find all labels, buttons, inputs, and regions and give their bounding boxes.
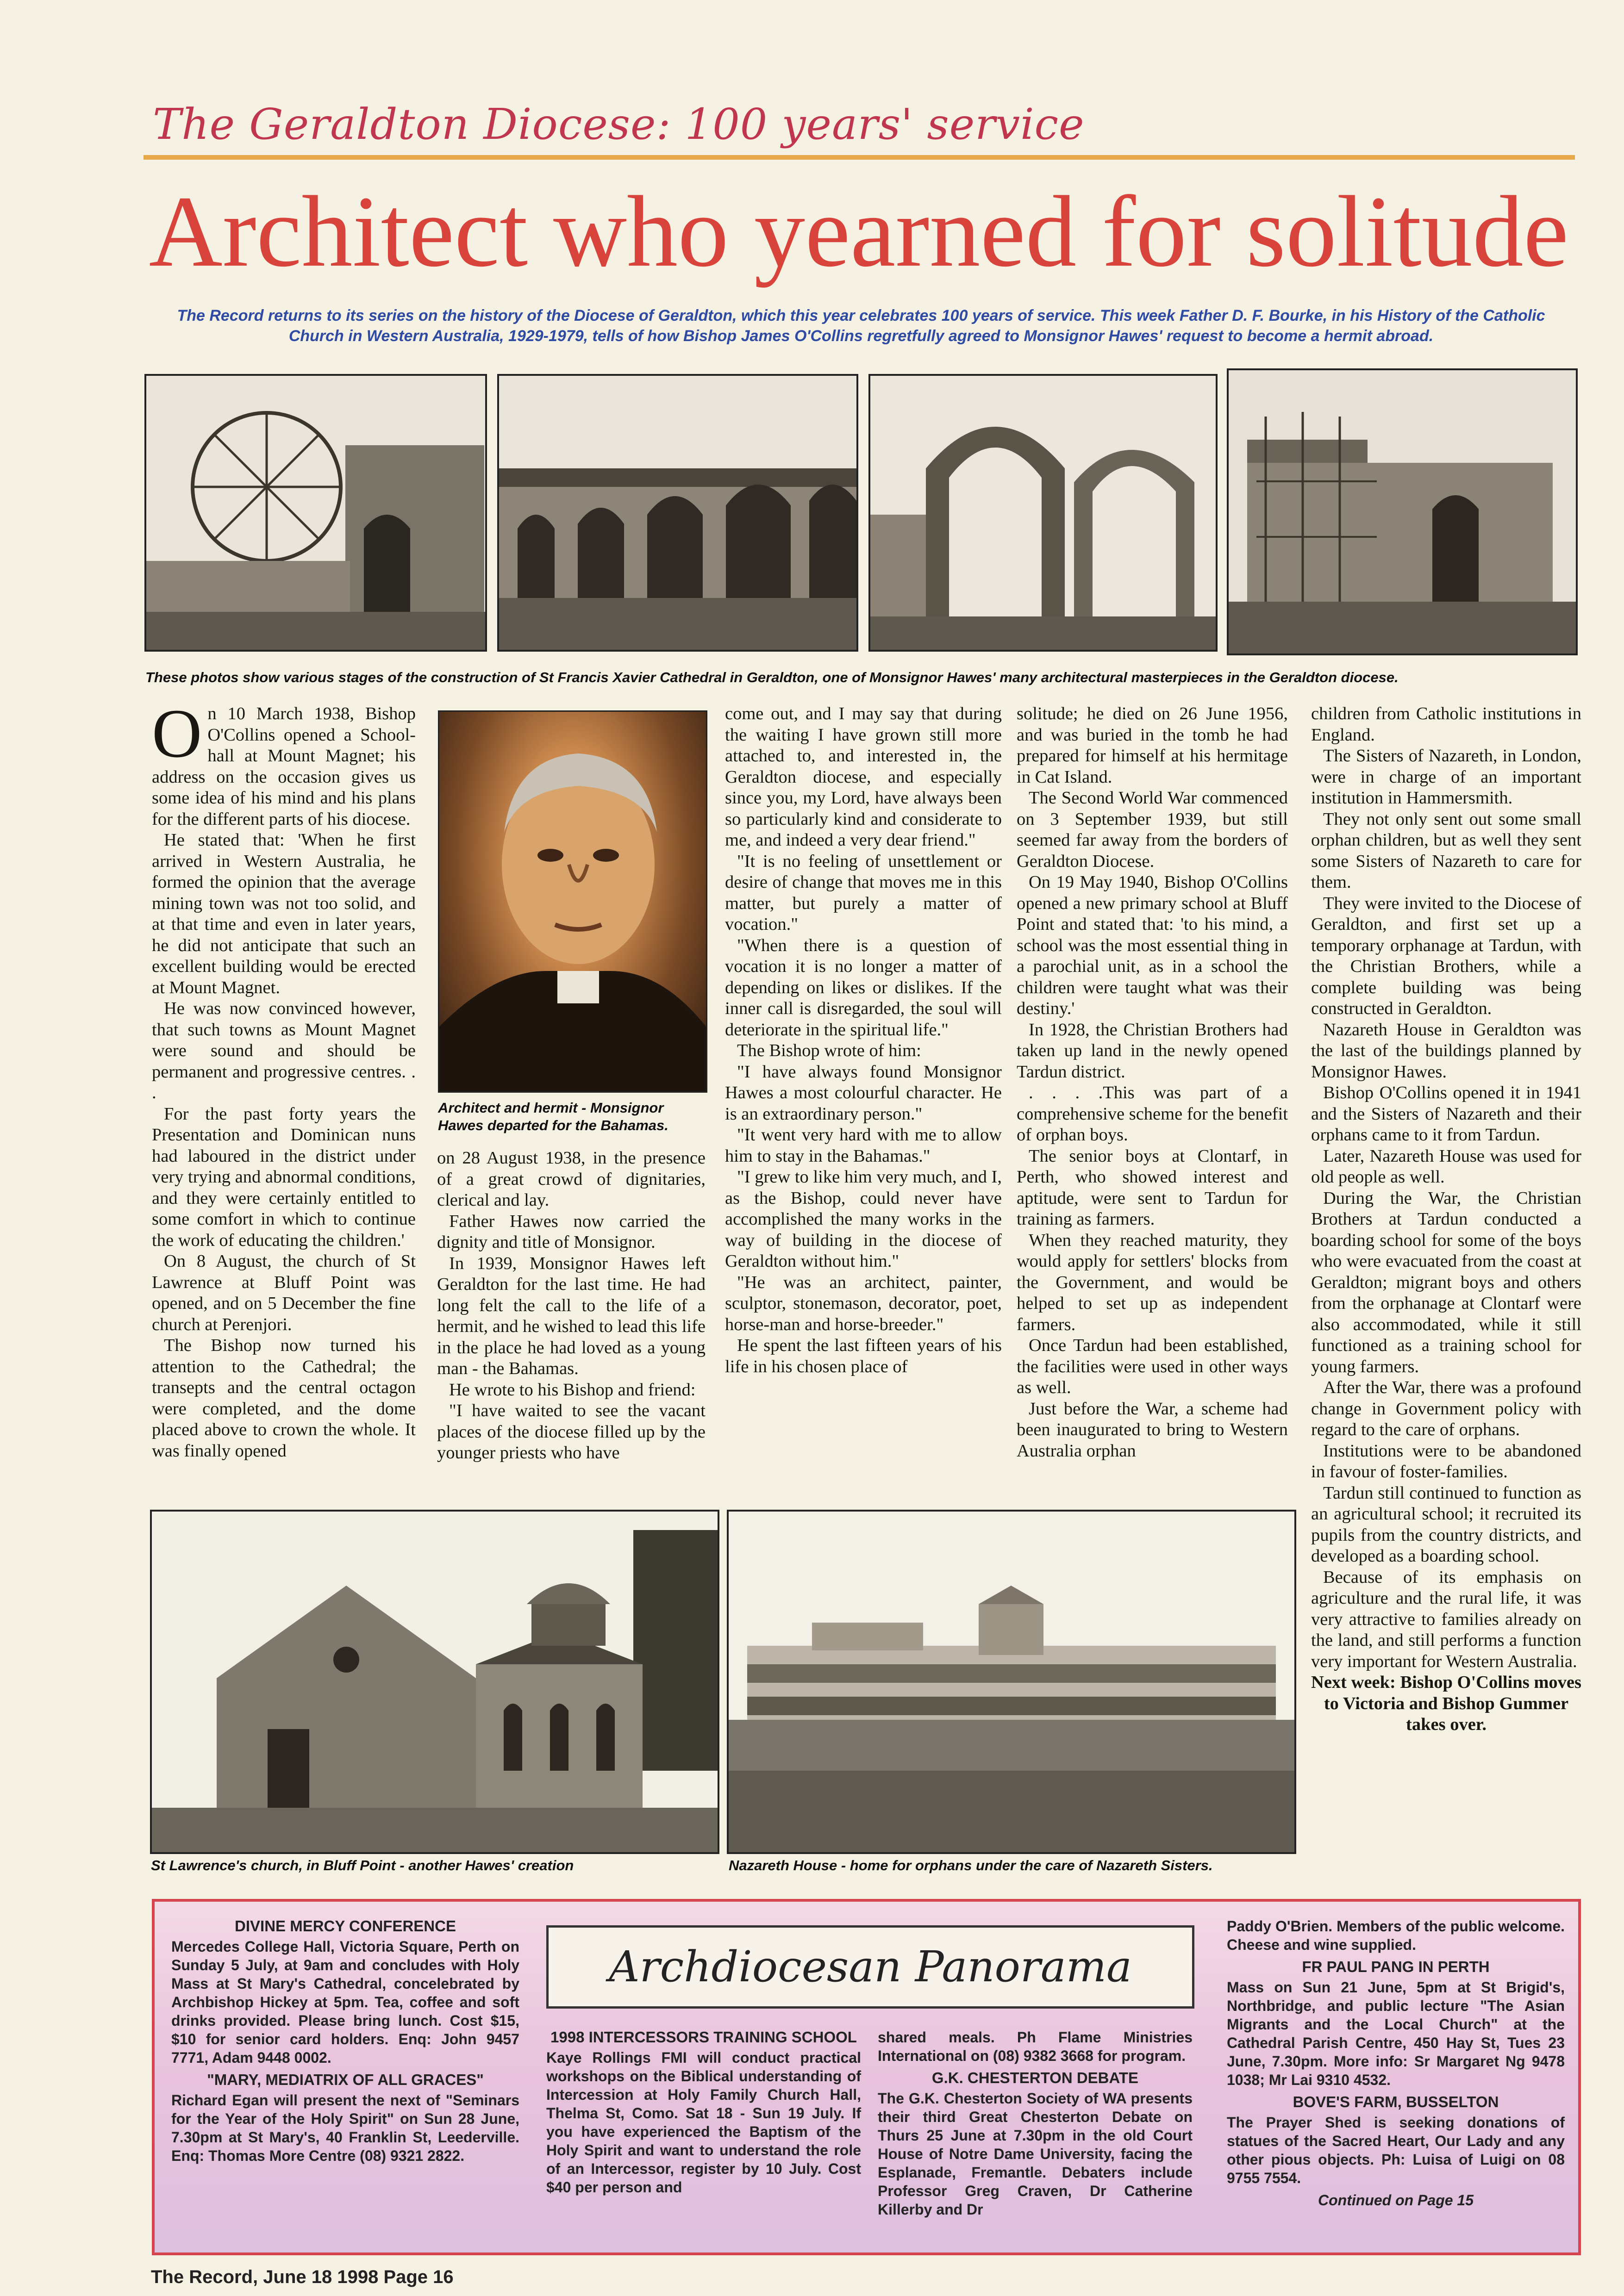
- paragraph: The senior boys at Clontarf, in Perth, who showed interest and aptitude, were sent to Tardun for training as farmers.: [1017, 1146, 1288, 1229]
- paragraph: He spent the last fifteen years of his life in his chosen place of: [725, 1336, 1002, 1376]
- ad-title: G.K. CHESTERTON DEBATE: [931, 2069, 1139, 2086]
- photos-caption: These photos show various stages of the construction of St Francis Xavier Cathedral in Geraldton, one of Monsignor Hawes' many architectural masterpieces in the Geraldton diocese.: [145, 669, 1399, 685]
- next-week-teaser: Next week: Bishop O'Collins moves to Victoria and Bishop Gummer takes over.: [1311, 1673, 1581, 1734]
- paragraph: In 1939, Monsignor Hawes left Geraldton for the last time. He had long felt the call to the life of a hermit, and he wished to lead this life in the place he had loved as a young man - the Bahamas.: [437, 1253, 706, 1378]
- paragraph: "It is no feeling of unsettlement or desire of change that moves me in this matter, but purely a matter of vocation.": [725, 851, 1002, 934]
- paragraph: On 8 August, the church of St Lawrence at Bluff Point was opened, and on 5 December the fine church at Perenjori.: [152, 1251, 416, 1334]
- article-column-3: [725, 703, 1002, 1377]
- cathedral-photo-4: [1227, 368, 1578, 655]
- paragraph: come out, and I may say that during the waiting I have grown still more attached to, and interested in, the Geraldton diocese, and especially since you, my Lord, have always been so particularly kind and considerate to me, and indeed a very dear friend.": [725, 704, 1002, 850]
- cathedral-photo-3: [868, 374, 1218, 652]
- paragraph: Nazareth House in Geraldton was the last of the buildings planned by Monsignor Hawes.: [1311, 1020, 1581, 1082]
- panorama-column-3: [878, 2028, 1193, 2222]
- ad-title: FR PAUL PANG IN PERTH: [1302, 1958, 1490, 1975]
- panorama-title: Archdiocesan Panorama: [546, 1925, 1194, 2009]
- paragraph: . . . .This was part of a comprehensive scheme for the benefit of orphan boys.: [1017, 1083, 1288, 1145]
- paragraph: On 19 May 1940, Bishop O'Collins opened a new primary school at Bluff Point and stated that: 'to his mind, a school was the most essential thing in a parochial unit, as in a school the children were taught what was their destiny.': [1017, 872, 1288, 1018]
- paragraph: In 1928, the Christian Brothers had taken up land in the newly opened Tardun district.: [1017, 1020, 1288, 1082]
- paragraph: "I grew to like him very much, and I, as the Bishop, could never have accomplished the many works in the way of building in the diocese of Geraldton without him.": [725, 1167, 1002, 1271]
- nazareth-house-photo: [727, 1510, 1296, 1854]
- paragraph: solitude; he died on 26 June 1956, and was buried in the tomb he had prepared for himself at his hermitage in Cat Island.: [1017, 704, 1288, 787]
- paragraph: children from Catholic institutions in England.: [1311, 704, 1581, 745]
- panorama-column-1: [171, 1917, 519, 2169]
- cathedral-photo-2: [497, 374, 858, 652]
- paragraph: Bishop O'Collins opened it in 1941 and the Sisters of Nazareth and their orphans came to it from Tardun.: [1311, 1083, 1581, 1145]
- paragraph: Tardun still continued to function as an agricultural school; it recruited its pupils from the country districts, and developed as a boarding school.: [1311, 1483, 1581, 1566]
- paragraph: n 10 March 1938, Bishop O'Collins opened a School-hall at Mount Magnet; his address on the occasion gives us some idea of his mind and his plans for the different parts of his diocese.: [152, 704, 416, 829]
- section-kicker: The Geraldton Diocese: 100 years' service: [153, 100, 1085, 149]
- paragraph: "He was an architect, painter, sculptor, stonemason, decorator, poet, horse-man and horse-breeder.": [725, 1272, 1002, 1334]
- page-footer: The Record, June 18 1998 Page 16: [151, 2267, 454, 2287]
- paragraph: "It went very hard with me to allow him to stay in the Bahamas.": [725, 1125, 1002, 1166]
- ad-body: Kaye Rollings FMI will conduct practical workshops on the Biblical understanding of Intercession at Holy Family Church Hall, Thelma St, Como. Sat 18 - Sun 19 July. If you have experienced the Baptism of the Holy Spirit and want to understand the role of an Intercessor, register by 10 July. Cost $40 per person and: [546, 2049, 861, 2196]
- paragraph: He wrote to his Bishop and friend:: [449, 1380, 696, 1400]
- paragraph: on 28 August 1938, in the presence of a great crowd of dignitaries, clerical and lay.: [437, 1148, 706, 1210]
- continued-note: Continued on Page 15: [1318, 2192, 1474, 2209]
- headline: Architect who yearned for solitude: [149, 175, 1569, 288]
- paragraph: The Bishop wrote of him:: [737, 1041, 921, 1060]
- paragraph: They were invited to the Diocese of Geraldton, and first set up a temporary orphanage at Tardun, with the Christian Brothers, while a complete building was being constructed in Geraldton.: [1311, 893, 1581, 1018]
- article-column-1: [152, 695, 416, 1462]
- panorama-column-2: [546, 2028, 861, 2200]
- nazareth-caption: Nazareth House - home for orphans under the care of Nazareth Sisters.: [729, 1857, 1213, 1873]
- church-caption: St Lawrence's church, in Bluff Point - another Hawes' creation: [151, 1857, 574, 1873]
- article-column-4: [1017, 703, 1288, 1462]
- paragraph: For the past forty years the Presentation and Dominican nuns had laboured in the district under very trying and abnormal conditions, and they were certainly entitled to some comfort in which to continue the work of educating the children.': [152, 1104, 416, 1250]
- ad-body: shared meals. Ph Flame Ministries International on (08) 9382 3668 for program.: [878, 2029, 1193, 2064]
- paragraph: Once Tardun had been established, the facilities were used in other ways as well.: [1017, 1336, 1288, 1397]
- paragraph: He stated that: 'When he first arrived in Western Australia, he formed the opinion that the average mining town was not too solid, and at that time and even in later years, he did not anticipate that such an excellent building would be erected at Mount Magnet.: [152, 830, 416, 997]
- paragraph: He was now convinced however, that such towns as Mount Magnet were sound and should be permanent and progressive centres. . .: [152, 999, 416, 1102]
- paragraph: They not only sent out some small orphan children, but as well they sent some Sisters of Nazareth to care for them.: [1311, 809, 1581, 892]
- paragraph: After the War, there was a profound change in Government policy with regard to the care of orphans.: [1311, 1378, 1581, 1439]
- paragraph: "I have always found Monsignor Hawes a most colourful character. He is an extraordinary person.": [725, 1062, 1002, 1124]
- paragraph: Later, Nazareth House was used for old people as well.: [1311, 1146, 1581, 1187]
- ad-title: "MARY, MEDIATRIX OF ALL GRACES": [207, 2071, 484, 2088]
- ad-body: Mercedes College Hall, Victoria Square, Perth on Sunday 5 July, at 9am and concludes with Holy Mass at St Mary's Cathedral, concelebrated by Archbishop Hickey at 5pm. Tea, coffee and soft drinks provided. Please bring lunch. Cost $15, $10 for senior card holders. Enq: John 9457 7771, Adam 9448 0002.: [171, 1938, 519, 2066]
- standfirst: The Record returns to its series on the history of the Diocese of Geraldton, which this year celebrates 100 years of service. This week Father D. F. Bourke, in his History of the Catholic Church in Western Australia, 1929-1979, tells of how Bishop James O'Collins regretfully agreed to Monsignor Hawes' request to become a hermit abroad.: [177, 307, 1545, 345]
- paragraph: The Second World War commenced on 3 September 1939, but still seemed far away from the borders of Geraldton Diocese.: [1017, 788, 1288, 871]
- paragraph: The Bishop now turned his attention to the Cathedral; the transepts and the central octagon were completed, and the dome placed above to crown the whole. It was finally opened: [152, 1336, 416, 1461]
- ad-body: The G.K. Chesterton Society of WA presents their third Great Chesterton Debate on Thurs 25 June at 7.30pm in the old Court House of Notre Dame University, facing the Esplanade, Fremantle. Debaters include Professor Greg Craven, Dr Catherine Killerby and Dr: [878, 2090, 1193, 2218]
- ad-title: DIVINE MERCY CONFERENCE: [235, 1917, 456, 1935]
- ad-body: Paddy O'Brien. Members of the public welcome. Cheese and wine supplied.: [1227, 1918, 1565, 1953]
- paragraph: Just before the War, a scheme had been inaugurated to bring to Western Australia orphan: [1017, 1399, 1288, 1461]
- paragraph: Because of its emphasis on agriculture and the rural life, it was very attractive to families already on the land, and still performs a function very important for Western Australia.: [1311, 1567, 1581, 1671]
- panorama-column-4: [1227, 1917, 1565, 2213]
- ad-title: 1998 INTERCESSORS TRAINING SCHOOL: [550, 2028, 857, 2046]
- ad-body: The Prayer Shed is seeking donations of statues of the Sacred Heart, Our Lady and any other pious objects. Ph: Luisa of Luigi on 08 9755 7554.: [1227, 2114, 1565, 2186]
- ad-title: BOVE'S FARM, BUSSELTON: [1293, 2093, 1499, 2110]
- paragraph: "I have waited to see the vacant places of the diocese filled up by the younger priests who have: [437, 1401, 706, 1462]
- portrait-caption: Architect and hermit - Monsignor Hawes departed for the Bahamas.: [438, 1100, 668, 1133]
- paragraph: When they reached maturity, they would apply for settlers' blocks from the Government, and would be helped to set up as independent farmers.: [1017, 1230, 1288, 1334]
- paragraph: Father Hawes now carried the dignity and title of Monsignor.: [437, 1211, 706, 1252]
- cathedral-photo-1: [144, 374, 487, 652]
- ad-body: Richard Egan will present the next of "Seminars for the Year of the Holy Spirit" on Sun 28 June, 7.30pm at St Mary's, 40 Franklin St, Leederville. Enq: Thomas More Centre (08) 9321 2822.: [171, 2092, 519, 2164]
- article-column-2: [437, 1148, 706, 1464]
- paragraph: During the War, the Christian Brothers at Tardun conducted a boarding school for some of the boys who were evacuated from the coast at Geraldton; migrant boys and others from the orphanage at Clontarf were also accommodated, while it still functioned as a training school for young farmers.: [1311, 1188, 1581, 1376]
- ad-body: Mass on Sun 21 June, 5pm at St Brigid's, Northbridge, and public lecture "The Asian Migrants and the Local Church" at the Cathedral Parish Centre, 450 Hay St, Tues 23 June, 7.30pm. More info: Sr Margaret Ng 9478 1038; Mr Lai 9310 4532.: [1227, 1979, 1565, 2088]
- paragraph: The Sisters of Nazareth, in London, were in charge of an important institution in Hammersmith.: [1311, 746, 1581, 808]
- article-column-5: [1311, 703, 1581, 1736]
- header-rule: [144, 155, 1575, 160]
- monsignor-hawes-portrait: [438, 710, 707, 1093]
- paragraph: "When there is a question of vocation it is no longer a matter of depending on likes or dislikes. If the inner call is disregarded, the soul will deteriorate in the spiritual life.": [725, 935, 1002, 1039]
- st-lawrence-church-photo: [150, 1510, 719, 1854]
- drop-cap: O: [152, 695, 202, 772]
- paragraph: Institutions were to be abandoned in favour of foster-families.: [1311, 1441, 1581, 1481]
